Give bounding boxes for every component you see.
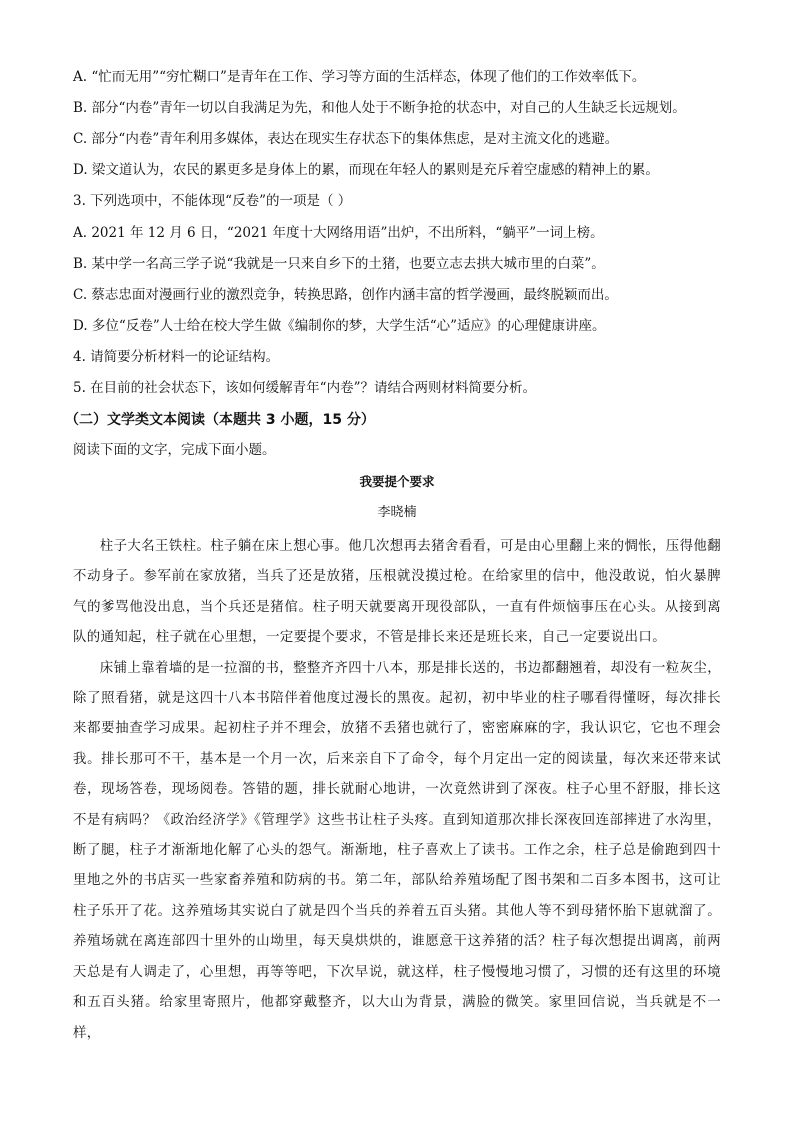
question3-option-a: A. 2021 年 12 月 6 日，“2021 年度十大网络用语”出炉，不出所料，“躺平”一词上榜。 (73, 225, 604, 241)
question2-option-c: C. 部分“内卷”青年利用多媒体，表达在现实生存状态下的集体焦虑，是对主流文化的逃避。 (73, 131, 619, 147)
story-paragraph-1: 柱子大名王铁柱。柱子躺在床上想心事。他几次想再去猪舍看看，可是由心里翻上来的惆怅，压得他翻不动身子。参军前在家放猪，当兵了还是放猪，压根就没摸过枪。在给家里的信中，他没敢说，怕火暴脾气的爹骂他没出息，当个兵还是猪倌。柱子明天就要离开现役部队，一直有件烦恼事压在心头。从接到离队的通知起，柱子就在心里想，一定要提个要求，不管是排长来还是班长来，自己一定要说出口。 (73, 539, 721, 646)
question4-stem: 4. 请简要分析材料一的论证结构。 (73, 349, 280, 365)
story-paragraph-2: 床铺上靠着墙的是一拉溜的书，整整齐齐四十八本，那是排长送的，书边都翻翘着，却没有一粒灰尘，除了照看猪，就是这四十八本书陪伴着他度过漫长的黑夜。起初，初中毕业的柱子哪看得懂呀，每次排长来都要抽查学习成果。起初柱子并不理会，放猪不丢猪也就行了，密密麻麻的字，我认识它，它也不理会我。排长那可不干，基本是一个月一次，后来亲自下了命令，每个月定出一定的阅读量，每次来还带来试卷，现场答卷，现场阅卷。答错的题，排长就耐心地讲，一次竟然讲到了深夜。柱子心里不舒服，排长这不是有病吗？《政治经济学》《管理学》这些书让柱子头疼。直到知道那次排长深夜回连部摔进了水沟里，断了腿，柱子才渐渐地化解了心头的怨气。渐渐地，柱子喜欢上了读书。工作之余，柱子总是偷跑到四十里地之外的书店买一些家畜养殖和防病的书。第二年，部队给养殖场配了图书架和二百多本图书，这可让柱子乐开了花。这养殖场其实说白了就是四个当兵的养着五百头猪。其他人等不到母猪怀胎下崽就溜了。养殖场就在离连部四十里外的山坳里，每天臭烘烘的，谁愿意干这养猪的活？柱子每次想提出调离，前两天总是有人调走了，心里想，再等等吧，下次早说，就这样，柱子慢慢地习惯了，习惯的还有这里的环境和五百头猪。给家里寄照片，他都穿戴整齐，以大山为背景，满脸的微笑。家里回信说，当兵就是不一样， (73, 660, 721, 1041)
story-title: 我要提个要求 (359, 474, 435, 489)
section-heading: （二）文学类文本阅读（本题共 3 小题，15 分） (65, 412, 375, 428)
question2-option-a: A. “忙而无用”“穷忙糊口”是青年在工作、学习等方面的生活样态，体现了他们的工作效率低下。 (73, 69, 646, 85)
section-instruction: 阅读下面的文字，完成下面小题。 (73, 442, 276, 458)
question3-option-b: B. 某中学一名高三学子说“我就是一只来自乡下的土猪，也要立志去拱大城市里的白菜”。 (73, 256, 605, 272)
question3-stem: 3. 下列选项中，不能体现“反卷”的一项是（ ） (73, 193, 352, 209)
story-passage (73, 532, 721, 1049)
question3-option-d: D. 多位“反卷”人士给在校大学生做《编制你的梦，大学生活“心”适应》的心理健康讲座。 (73, 318, 606, 334)
question2-option-d: D. 梁文道认为，农民的累更多是身体上的累，而现在年轻人的累则是充斥着空虚感的精神上的累。 (73, 162, 659, 178)
question3-option-c: C. 蔡志忠面对漫画行业的激烈竞争，转换思路，创作内涵丰富的哲学漫画，最终脱颖而出。 (73, 287, 618, 303)
question2-option-b: B. 部分“内卷”青年一切以自我满足为先，和他人处于不断争抢的状态中，对自己的人生缺乏长远规划。 (73, 100, 686, 116)
question5-stem: 5. 在目前的社会状态下，该如何缓解青年“内卷”？请结合两则材料简要分析。 (73, 380, 536, 396)
story-author: 李晓楠 (377, 505, 417, 520)
